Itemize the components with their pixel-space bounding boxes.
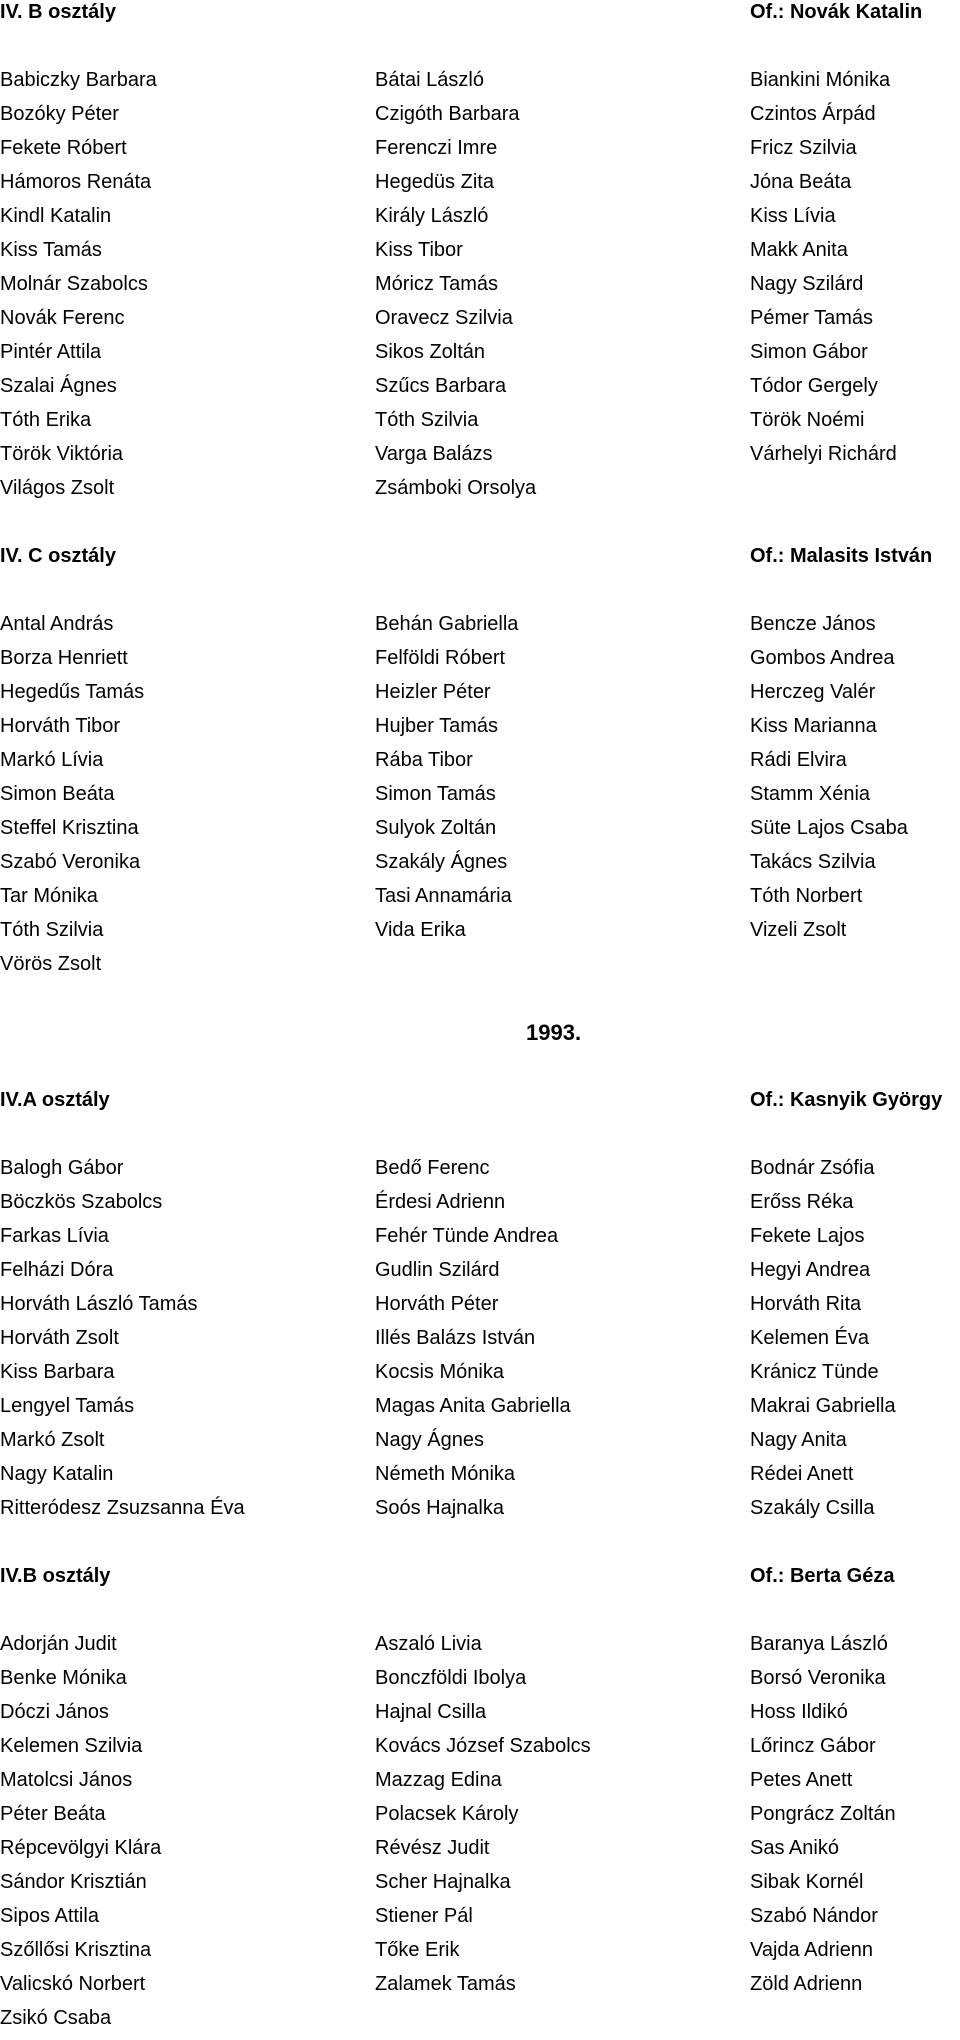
student-name: Herczeg Valér <box>750 681 876 703</box>
student-name: Szűcs Barbara <box>375 375 507 397</box>
student-name: Pintér Attila <box>0 341 102 363</box>
student-name: Felházi Dóra <box>0 1259 114 1281</box>
class-header <box>0 0 960 34</box>
student-name: Borza Henriett <box>0 647 128 669</box>
student-row <box>0 816 960 850</box>
student-name: Nagy Katalin <box>0 1463 114 1485</box>
student-name: Tóth Szilvia <box>0 919 104 941</box>
student-name: Babiczky Barbara <box>0 69 157 91</box>
student-row <box>0 68 960 102</box>
student-name: Bátai László <box>375 69 484 91</box>
spacer <box>0 1530 960 1564</box>
student-name: Horváth Péter <box>375 1293 499 1315</box>
student-name: Hegyi Andrea <box>750 1259 871 1281</box>
student-name: Borsó Veronika <box>750 1667 886 1689</box>
student-row <box>0 1496 960 1530</box>
student-name: Kiss Tibor <box>375 239 463 261</box>
student-name: Bodnár Zsófia <box>750 1157 875 1179</box>
student-name: Sulyok Zoltán <box>375 817 497 839</box>
student-name: Markó Zsolt <box>0 1429 105 1451</box>
student-name: Kránicz Tünde <box>750 1361 879 1383</box>
student-name: Pongrácz Zoltán <box>750 1803 896 1825</box>
student-row <box>0 1258 960 1292</box>
student-name: Ritteródesz Zsuzsanna Éva <box>0 1497 245 1519</box>
class-title: IV. B osztály <box>0 1 116 23</box>
student-name: Oravecz Szilvia <box>375 307 513 329</box>
student-name: Pémer Tamás <box>750 307 874 329</box>
student-name: Steffel Krisztina <box>0 817 139 839</box>
student-name: Farkas Lívia <box>0 1225 109 1247</box>
student-name: Adorján Judit <box>0 1633 117 1655</box>
spacer <box>0 1122 960 1156</box>
student-name: Kiss Marianna <box>750 715 877 737</box>
student-name: Hujber Tamás <box>375 715 499 737</box>
student-name: Dóczi János <box>0 1701 109 1723</box>
student-name: Bencze János <box>750 613 876 635</box>
student-name: Ferenczi Imre <box>375 137 498 159</box>
student-name: Tar Mónika <box>0 885 98 907</box>
student-name: Tasi Annamária <box>375 885 512 907</box>
student-name: Révész Judit <box>375 1837 490 1859</box>
student-name: Kovács József Szabolcs <box>375 1735 591 1757</box>
student-name: Bedő Ferenc <box>375 1157 490 1179</box>
student-name: Balogh Gábor <box>0 1157 124 1179</box>
student-name: Jóna Beáta <box>750 171 852 193</box>
student-row <box>0 646 960 680</box>
student-name: Illés Balázs István <box>375 1327 536 1349</box>
student-name: Hoss Ildikó <box>750 1701 848 1723</box>
student-row <box>0 170 960 204</box>
student-name: Tőke Erik <box>375 1939 460 1961</box>
student-name: Gudlin Szilárd <box>375 1259 500 1281</box>
class-section <box>0 1564 960 2040</box>
student-row <box>0 918 960 952</box>
student-name: Tóth Szilvia <box>375 409 479 431</box>
student-name: Horváth László Tamás <box>0 1293 198 1315</box>
student-name: Gombos Andrea <box>750 647 895 669</box>
student-name: Polacsek Károly <box>375 1803 519 1825</box>
student-row <box>0 1156 960 1190</box>
student-name: Hajnal Csilla <box>375 1701 487 1723</box>
class-title: IV.B osztály <box>0 1565 111 1587</box>
student-row <box>0 306 960 340</box>
student-row <box>0 238 960 272</box>
class-title: IV. C osztály <box>0 545 116 567</box>
student-name: Rádi Elvira <box>750 749 847 771</box>
student-name: Sándor Krisztián <box>0 1871 147 1893</box>
class-teacher: Of.: Malasits István <box>750 545 933 567</box>
student-row <box>0 1190 960 1224</box>
student-name: Bonczföldi Ibolya <box>375 1667 527 1689</box>
class-teacher: Of.: Berta Géza <box>750 1565 895 1587</box>
student-name: Bozóky Péter <box>0 103 119 125</box>
student-name: Zöld Adrienn <box>750 1973 863 1995</box>
student-name: Zsikó Csaba <box>0 2007 112 2029</box>
student-row <box>0 884 960 918</box>
class-section <box>0 1088 960 1530</box>
student-name: Világos Zsolt <box>0 477 115 499</box>
student-name: Szőllősi Krisztina <box>0 1939 152 1961</box>
student-name: Szalai Ágnes <box>0 375 117 397</box>
student-name: Szakály Ágnes <box>375 851 508 873</box>
student-name: Szabó Veronika <box>0 851 141 873</box>
class-teacher: Of.: Novák Katalin <box>750 1 923 23</box>
student-name: Czintos Árpád <box>750 103 876 125</box>
student-row <box>0 1904 960 1938</box>
student-row <box>0 1292 960 1326</box>
student-name: Érdesi Adrienn <box>375 1191 506 1213</box>
student-name: Sibak Kornél <box>750 1871 864 1893</box>
student-row <box>0 1938 960 1972</box>
student-name: Németh Mónika <box>375 1463 516 1485</box>
student-name: Sikos Zoltán <box>375 341 486 363</box>
student-name: Rédei Anett <box>750 1463 854 1485</box>
student-name: Böczkös Szabolcs <box>0 1191 163 1213</box>
student-name: Simon Tamás <box>375 783 496 805</box>
student-row <box>0 1428 960 1462</box>
student-row <box>0 1802 960 1836</box>
student-name: Hegedűs Tamás <box>0 681 145 703</box>
student-name: Süte Lajos Csaba <box>750 817 908 839</box>
student-name: Fricz Szilvia <box>750 137 857 159</box>
student-name: Mazzag Edina <box>375 1769 502 1791</box>
student-name: Szabó Nándor <box>750 1905 878 1927</box>
student-row <box>0 1972 960 2006</box>
student-row <box>0 102 960 136</box>
year-text: 1993. <box>526 1020 582 1045</box>
student-row <box>0 442 960 476</box>
year-heading <box>0 1020 960 1054</box>
student-name: Móricz Tamás <box>375 273 498 295</box>
student-name: Zsámboki Orsolya <box>375 477 537 499</box>
student-name: Kelemen Éva <box>750 1327 869 1349</box>
student-row <box>0 476 960 510</box>
student-row <box>0 1734 960 1768</box>
student-row <box>0 408 960 442</box>
student-name: Sas Anikó <box>750 1837 839 1859</box>
student-name: Nagy Ágnes <box>375 1429 484 1451</box>
student-row <box>0 1700 960 1734</box>
student-name: Fehér Tünde Andrea <box>375 1225 559 1247</box>
student-row <box>0 1394 960 1428</box>
student-row <box>0 1224 960 1258</box>
student-row <box>0 1326 960 1360</box>
student-row <box>0 136 960 170</box>
student-row <box>0 850 960 884</box>
spacer <box>0 510 960 544</box>
student-row <box>0 204 960 238</box>
student-name: Heizler Péter <box>375 681 491 703</box>
student-name: Scher Hajnalka <box>375 1871 511 1893</box>
student-name: Vida Erika <box>375 919 466 941</box>
student-row <box>0 1632 960 1666</box>
student-name: Tódor Gergely <box>750 375 878 397</box>
student-name: Török Noémi <box>750 409 865 431</box>
student-row <box>0 1360 960 1394</box>
student-name: Szakály Csilla <box>750 1497 875 1519</box>
class-header <box>0 1088 960 1122</box>
class-teacher: Of.: Kasnyik György <box>750 1089 943 1111</box>
class-section <box>0 0 960 510</box>
student-row <box>0 1768 960 1802</box>
student-name: Makrai Gabriella <box>750 1395 896 1417</box>
student-name: Kiss Tamás <box>0 239 102 261</box>
class-header <box>0 544 960 578</box>
student-row <box>0 1870 960 1904</box>
student-name: Antal András <box>0 613 114 635</box>
student-name: Hámoros Renáta <box>0 171 152 193</box>
student-name: Simon Beáta <box>0 783 115 805</box>
student-name: Lőrincz Gábor <box>750 1735 876 1757</box>
student-name: Vajda Adrienn <box>750 1939 874 1961</box>
student-row <box>0 374 960 408</box>
student-name: Novák Ferenc <box>0 307 125 329</box>
spacer <box>0 1054 960 1088</box>
class-header <box>0 1564 960 1598</box>
student-name: Nagy Szilárd <box>750 273 864 295</box>
student-name: Király László <box>375 205 489 227</box>
student-name: Stiener Pál <box>375 1905 473 1927</box>
student-name: Horváth Rita <box>750 1293 862 1315</box>
student-name: Matolcsi János <box>0 1769 133 1791</box>
student-name: Molnár Szabolcs <box>0 273 148 295</box>
student-name: Vörös Zsolt <box>0 953 102 975</box>
student-row <box>0 1462 960 1496</box>
student-row <box>0 612 960 646</box>
student-name: Kelemen Szilvia <box>0 1735 143 1757</box>
student-name: Erőss Réka <box>750 1191 854 1213</box>
student-name: Répcevölgyi Klára <box>0 1837 162 1859</box>
student-name: Fekete Lajos <box>750 1225 865 1247</box>
student-name: Felföldi Róbert <box>375 647 506 669</box>
student-name: Kocsis Mónika <box>375 1361 504 1383</box>
student-name: Petes Anett <box>750 1769 853 1791</box>
student-name: Simon Gábor <box>750 341 868 363</box>
student-name: Nagy Anita <box>750 1429 847 1451</box>
student-row <box>0 340 960 374</box>
student-name: Varga Balázs <box>375 443 493 465</box>
student-row <box>0 952 960 986</box>
student-name: Hegedüs Zita <box>375 171 494 193</box>
student-name: Várhelyi Richárd <box>750 443 897 465</box>
student-row <box>0 782 960 816</box>
student-row <box>0 748 960 782</box>
student-row <box>0 1666 960 1700</box>
student-name: Vizeli Zsolt <box>750 919 847 941</box>
student-name: Tóth Erika <box>0 409 92 431</box>
spacer <box>0 578 960 612</box>
spacer <box>0 34 960 68</box>
student-name: Kiss Lívia <box>750 205 836 227</box>
student-name: Sipos Attila <box>0 1905 99 1927</box>
student-name: Behán Gabriella <box>375 613 519 635</box>
student-name: Horváth Tibor <box>0 715 121 737</box>
student-name: Takács Szilvia <box>750 851 876 873</box>
student-name: Makk Anita <box>750 239 848 261</box>
spacer <box>0 986 960 1020</box>
student-name: Kiss Barbara <box>0 1361 115 1383</box>
student-name: Péter Beáta <box>0 1803 106 1825</box>
student-name: Stamm Xénia <box>750 783 871 805</box>
student-name: Czigóth Barbara <box>375 103 520 125</box>
student-name: Kindl Katalin <box>0 205 112 227</box>
student-row <box>0 1836 960 1870</box>
student-name: Lengyel Tamás <box>0 1395 135 1417</box>
spacer <box>0 1598 960 1632</box>
student-name: Benke Mónika <box>0 1667 127 1689</box>
student-name: Fekete Róbert <box>0 137 127 159</box>
class-title: IV.A osztály <box>0 1089 110 1111</box>
student-name: Markó Lívia <box>0 749 104 771</box>
student-name: Valicskó Norbert <box>0 1973 146 1995</box>
student-name: Soós Hajnalka <box>375 1497 504 1519</box>
student-name: Tóth Norbert <box>750 885 863 907</box>
class-section <box>0 544 960 986</box>
student-name: Horváth Zsolt <box>0 1327 119 1349</box>
student-row <box>0 680 960 714</box>
student-row <box>0 714 960 748</box>
student-name: Baranya László <box>750 1633 888 1655</box>
student-name: Aszaló Livia <box>375 1633 482 1655</box>
student-name: Magas Anita Gabriella <box>375 1395 571 1417</box>
student-name: Rába Tibor <box>375 749 473 771</box>
student-row <box>0 272 960 306</box>
student-name: Biankini Mónika <box>750 69 891 91</box>
student-name: Zalamek Tamás <box>375 1973 516 1995</box>
student-name: Török Viktória <box>0 443 124 465</box>
